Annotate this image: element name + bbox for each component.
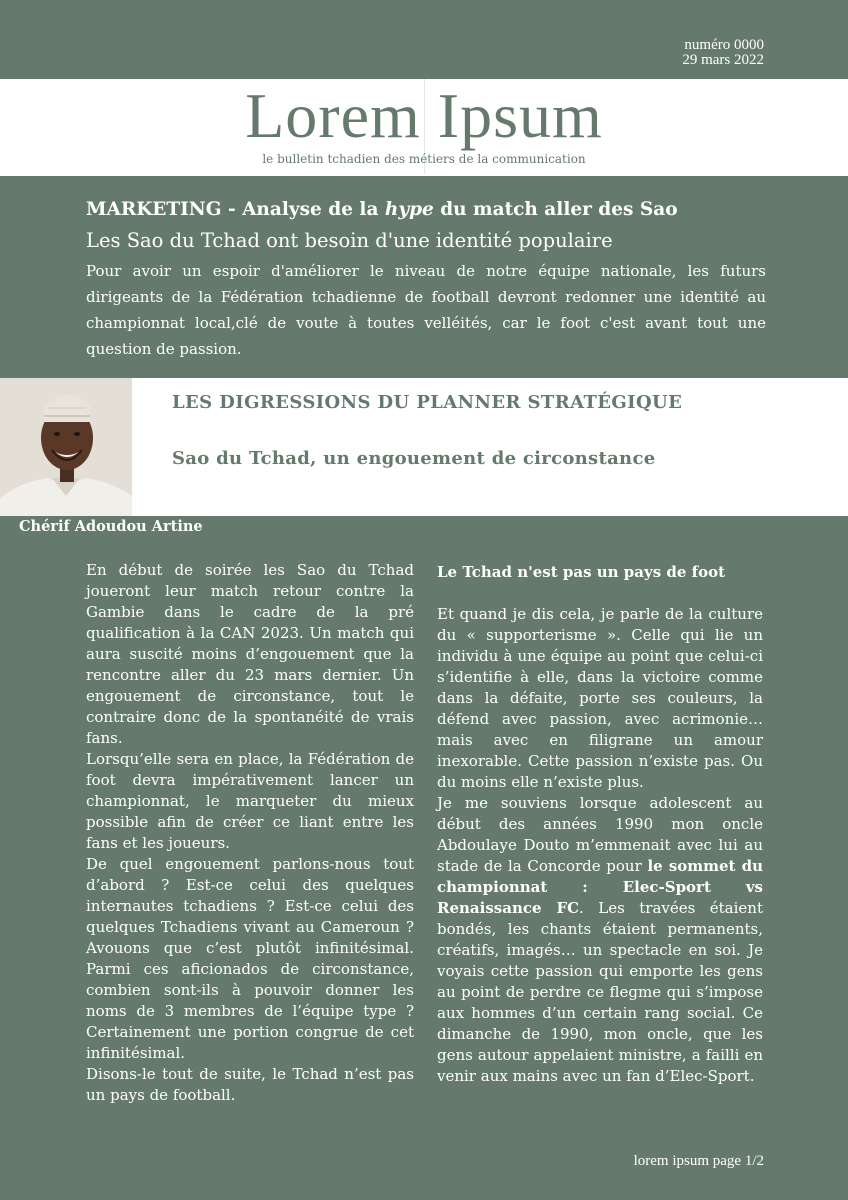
article-paragraph: De quel engouement parlons-nous tout d’abord ? Est-ce celui des quelques internautes tchadiens ? Est-ce celui des quelques Tchadiens vivant au Cameroun ? Avouons que c’est plutôt infinitésimal. Parmi ces aficionados de circonstance, combien sont-ils à pouvoir donner les noms de 3 membres de l’équipe type ? Certainement une portion congrue de cet infinitésimal.	[86, 855, 414, 1062]
lead-kicker	[86, 196, 766, 224]
lead-summary: Pour avoir un espoir d'améliorer le niveau de notre équipe nationale, les futurs dirigeants de la Fédération tchadienne de football devront redonner une identité au championnat local,clé de voute à toutes velléités, car le foot c'est avant tout une question de passion.	[86, 262, 766, 358]
article-subheading: Le Tchad n'est pas un pays de foot	[437, 563, 726, 581]
issue-date: 29 mars 2022	[682, 52, 764, 68]
column-section-title: LES DIGRESSIONS DU PLANNER STRATÉGIQUE	[172, 392, 683, 413]
newsletter-tagline: le bulletin tchadien des métiers de la communication	[262, 152, 586, 166]
issue-number: numéro 0000	[684, 37, 764, 53]
article-text: . Les travées étaient bondés, les chants étaient permanents, créatifs, imagés… un spectacle en soi. Je voyais cette passion qui emporte les gens au point de perdre ce flegme qui s’impose aux hommes d’un certain rang social. Ce dimanche de 1990, mon oncle, que les gens autour appelaient ministre, a failli en venir aux mains avec un fan d’Elec-Sport.	[437, 899, 763, 1085]
article-text: Je me souviens lorsque adolescent au début des années 1990 mon oncle Abdoulaye Douto m’emmenait avec lui au stade de la Concorde pour	[437, 794, 763, 875]
lead-kicker-emphasis: hype	[384, 199, 434, 220]
author-portrait-illustration	[0, 378, 132, 516]
newsletter-title: Lorem Ipsum	[245, 80, 603, 151]
article-paragraph: En début de soirée les Sao du Tchad joueront leur match retour contre la Gambie dans le cadre de la pré qualification à la CAN 2023. Un match qui aura suscité moins d’engouement que la rencontre aller du 23 mars dernier. Un engouement de circonstance, tout le contraire donc de la spontanéité de vrais fans.	[86, 561, 414, 747]
author-photo	[0, 378, 132, 516]
article-paragraph: Lorsqu’elle sera en place, la Fédération de foot devra impérativement lancer un championnat, le marqueter du mieux possible afin de créer ce liant entre les fans et les joueurs.	[86, 750, 414, 852]
article-column-left	[86, 560, 414, 1106]
lead-story	[86, 196, 766, 362]
author-name: Chérif Adoudou Artine	[19, 518, 203, 535]
article-paragraph	[437, 793, 763, 1087]
issue-info	[682, 38, 764, 68]
column-header-band	[0, 378, 848, 516]
article-paragraph: Et quand je dis cela, je parle de la culture du « supporterisme ». Celle qui lie un individu à une équipe au point que celui-ci s’identifie à elle, dans la victoire comme dans la défaite, porte ses couleurs, la défend avec passion, avec acrimonie… mais avec en filigrane un amour inexorable. Cette passion n’existe pas. Ou du moins elle n’existe plus.	[437, 605, 763, 791]
masthead	[0, 79, 848, 176]
article-bold-text: le sommet du championnat : Elec-Sport vs Renaissance FC	[437, 857, 764, 917]
article-column-right	[437, 560, 763, 1087]
article-paragraph: Disons-le tout de suite, le Tchad n’est pas un pays de football.	[86, 1065, 414, 1104]
lead-kicker-prefix: MARKETING - Analyse de la	[86, 199, 385, 220]
column-article-title: Sao du Tchad, un engouement de circonstance	[172, 448, 656, 469]
page-footer: lorem ipsum page 1/2	[633, 1153, 764, 1169]
lead-kicker-suffix: du match aller des Sao	[433, 199, 678, 220]
lead-headline: Les Sao du Tchad ont besoin d'une identité populaire	[86, 229, 613, 252]
